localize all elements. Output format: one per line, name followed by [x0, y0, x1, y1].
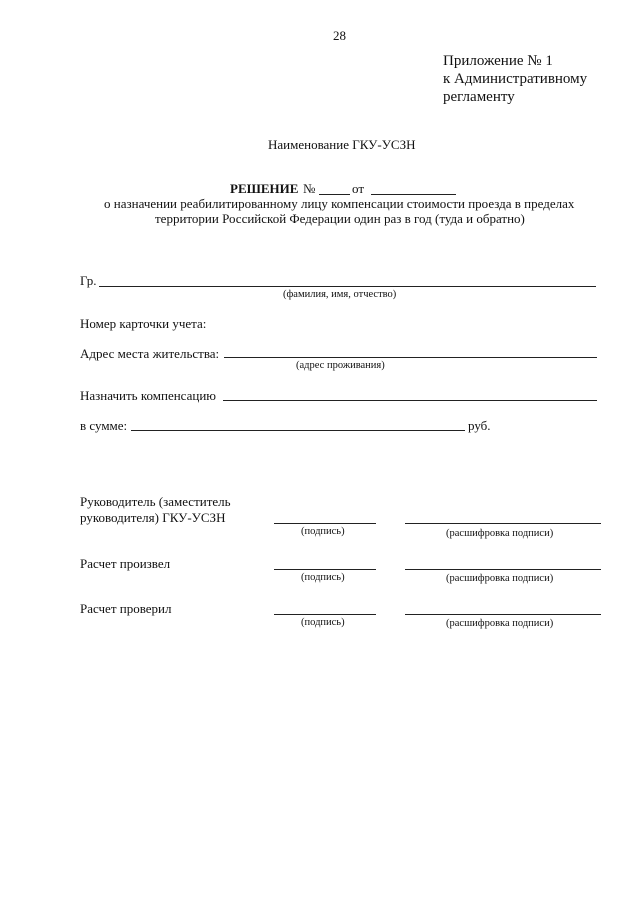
- calculated-signature-hint: (подпись): [301, 572, 345, 583]
- decision-number-line: [319, 194, 350, 195]
- annex-line-1: Приложение № 1: [443, 53, 553, 69]
- decision-number-sign: №: [303, 181, 316, 196]
- head-signature-line: [274, 523, 376, 524]
- calculated-decoding-line: [405, 569, 601, 570]
- checked-decoding-line: [405, 614, 601, 615]
- amount-line: [131, 430, 465, 431]
- checked-signature-line: [274, 614, 376, 615]
- decision-from-label: от: [352, 181, 365, 196]
- annex-line-2: к Административному: [443, 71, 588, 87]
- calculated-signature-line: [274, 569, 376, 570]
- head-label-line-2: руководителя) ГКУ-УСЗН: [80, 510, 226, 525]
- head-decoding-hint: (расшифровка подписи): [446, 528, 554, 539]
- decision-date-line: [371, 194, 456, 195]
- amount-label: в сумме:: [80, 418, 128, 433]
- citizen-name-line: [99, 286, 596, 287]
- address-label: Адрес места жительства:: [80, 346, 220, 361]
- page-number: 28: [333, 28, 346, 43]
- head-decoding-line: [405, 523, 601, 524]
- decision-subject-line-2: территории Российской Федерации один раз в год (туда и обратно): [155, 211, 525, 226]
- checked-by-label: Расчет проверил: [80, 601, 172, 616]
- decision-title: РЕШЕНИЕ: [230, 181, 299, 196]
- decision-subject-line-1: о назначении реабилитированному лицу компенсации стоимости проезда в пределах: [104, 196, 575, 211]
- checked-decoding-hint: (расшифровка подписи): [446, 618, 554, 629]
- compensation-label: Назначить компенсацию: [80, 388, 216, 403]
- organization-title: Наименование ГКУ-УСЗН: [268, 137, 416, 152]
- address-line: [224, 357, 597, 358]
- calculated-decoding-hint: (расшифровка подписи): [446, 573, 554, 584]
- calculated-by-label: Расчет произвел: [80, 556, 171, 571]
- compensation-line: [223, 400, 597, 401]
- address-hint: (адрес проживания): [296, 360, 385, 371]
- annex-line-3: регламенту: [443, 89, 515, 105]
- head-label-line-1: Руководитель (заместитель: [80, 494, 231, 509]
- citizen-name-hint: (фамилия, имя, отчество): [283, 289, 397, 300]
- checked-signature-hint: (подпись): [301, 617, 345, 628]
- card-number-label: Номер карточки учета:: [80, 316, 207, 331]
- currency-label: руб.: [468, 418, 491, 433]
- head-signature-hint: (подпись): [301, 526, 345, 537]
- citizen-label: Гр.: [80, 273, 97, 288]
